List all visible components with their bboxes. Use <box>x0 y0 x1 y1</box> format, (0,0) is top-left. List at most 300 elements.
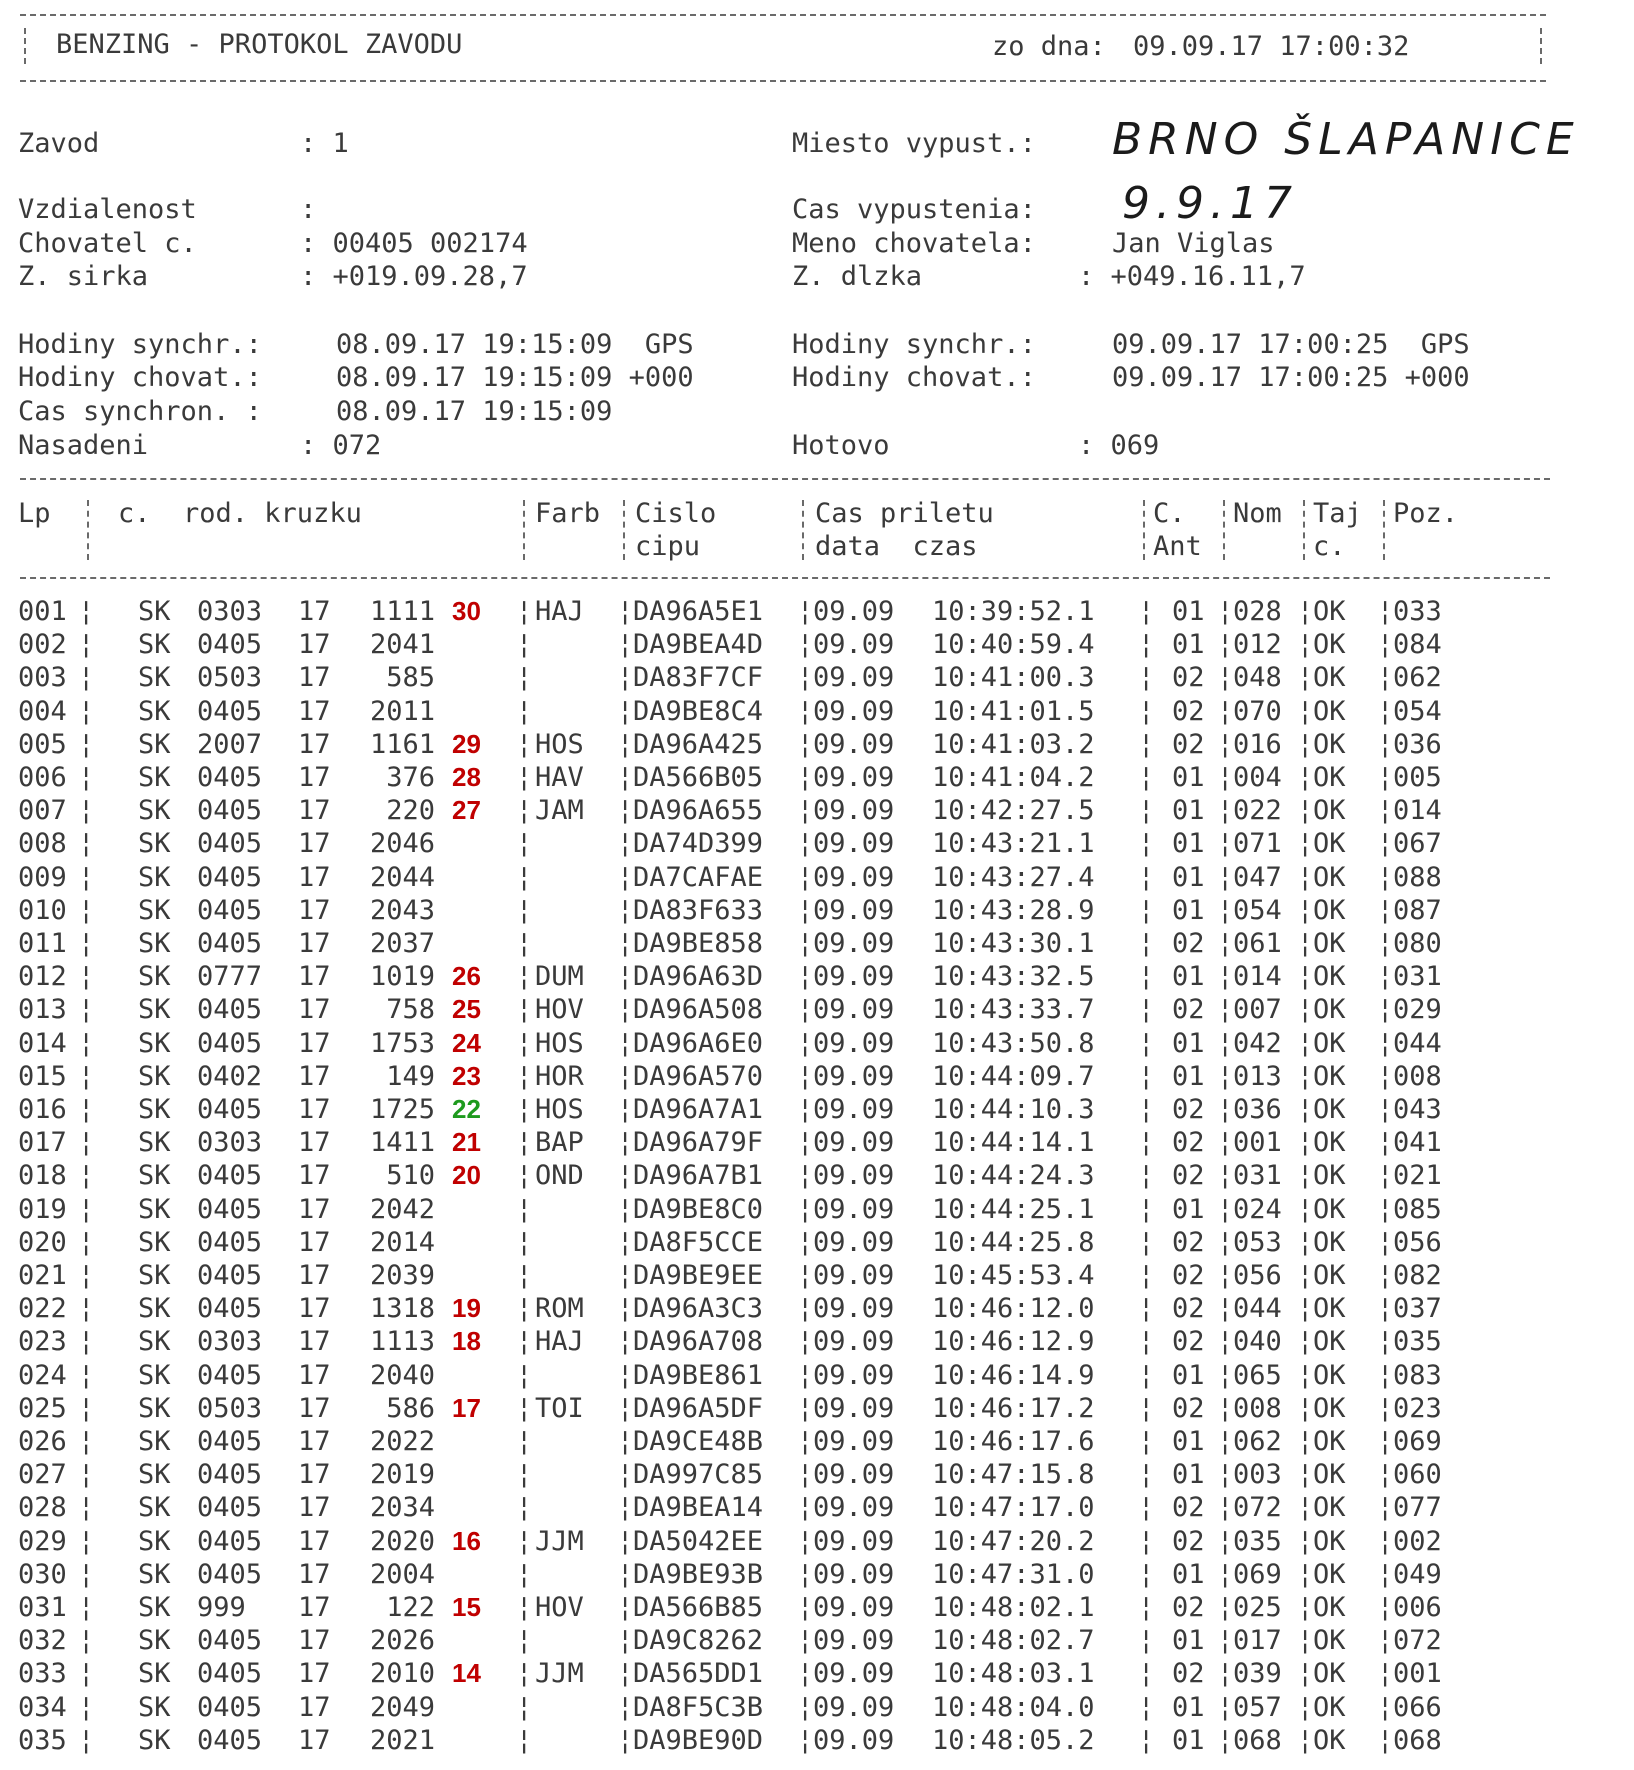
cell-ant: 02 <box>1172 1326 1205 1358</box>
cell-ring-number: 2040 <box>369 1359 435 1391</box>
cell-date: 09.09 <box>813 828 895 860</box>
cell-club: 0405 <box>197 928 263 959</box>
cell-sep: ¦ <box>78 1625 95 1657</box>
cell-time: 10:44:10.3 <box>932 1094 1095 1125</box>
cell-year: 17 <box>298 828 331 860</box>
cell-year: 17 <box>298 1160 331 1192</box>
cell-ring-number: 2026 <box>369 1625 435 1657</box>
cell-sep: ¦ <box>617 1027 634 1059</box>
cell-sep: ¦ <box>1297 1027 1314 1059</box>
cell-time: 10:44:25.1 <box>932 1193 1095 1225</box>
cell-farb: ROM <box>535 1293 584 1325</box>
cell-sep: ¦ <box>516 1592 533 1623</box>
table-row <box>0 861 1634 894</box>
cas-vypustenia-handwritten: 9.9.17 <box>1122 178 1298 229</box>
cell-year: 17 <box>298 1492 331 1524</box>
cell-time: 10:43:27.4 <box>932 861 1095 893</box>
col-sep-ant <box>1223 500 1225 560</box>
cell-sep: ¦ <box>1138 1260 1155 1291</box>
cell-time: 10:47:20.2 <box>932 1525 1095 1557</box>
table-row <box>0 1591 1634 1624</box>
cell-country: SK <box>138 1260 171 1291</box>
cell-lp: 014 <box>18 1027 67 1059</box>
cell-sep: ¦ <box>1377 728 1394 760</box>
cell-sep: ¦ <box>1377 1558 1394 1590</box>
chov2-label: Hodiny chovat.: <box>792 362 1036 393</box>
cell-sep: ¦ <box>78 1592 95 1623</box>
cell-sep: ¦ <box>797 1558 814 1590</box>
cell-sep: ¦ <box>1138 994 1155 1026</box>
cell-taj: OK <box>1313 1326 1346 1358</box>
cell-year: 17 <box>298 1060 331 1092</box>
cell-sep: ¦ <box>1138 762 1155 793</box>
cell-taj: OK <box>1313 1060 1346 1092</box>
cell-time: 10:47:31.0 <box>932 1558 1095 1590</box>
cell-year: 17 <box>298 894 331 926</box>
cell-taj: OK <box>1313 1459 1346 1491</box>
cell-ant: 01 <box>1172 1558 1205 1590</box>
cell-sep: ¦ <box>1138 1293 1155 1325</box>
cell-nom: 042 <box>1233 1027 1282 1059</box>
cell-date: 09.09 <box>813 1592 895 1623</box>
cell-sep: ¦ <box>1217 1658 1234 1690</box>
table-row <box>0 794 1634 827</box>
cell-sep: ¦ <box>1377 1027 1394 1059</box>
cell-sep: ¦ <box>1217 1426 1234 1457</box>
cell-year: 17 <box>298 1525 331 1557</box>
cell-poz: 067 <box>1393 828 1442 860</box>
cell-ant: 01 <box>1172 1060 1205 1092</box>
cell-sep: ¦ <box>797 1326 814 1358</box>
cell-sep: ¦ <box>78 1060 95 1092</box>
cell-sep: ¦ <box>1217 994 1234 1026</box>
cell-lp: 019 <box>18 1193 67 1225</box>
cell-sep: ¦ <box>1138 1160 1155 1192</box>
cell-sep: ¦ <box>797 596 814 627</box>
cell-sep: ¦ <box>78 1160 95 1192</box>
cell-sep: ¦ <box>516 629 533 661</box>
cell-sep: ¦ <box>1377 1592 1394 1623</box>
cell-mark: 23 <box>452 1060 481 1091</box>
cell-sep: ¦ <box>617 1691 634 1723</box>
cell-year: 17 <box>298 1326 331 1358</box>
cell-date: 09.09 <box>813 1127 895 1159</box>
cell-country: SK <box>138 1525 171 1557</box>
cell-date: 09.09 <box>813 1094 895 1125</box>
cell-nom: 001 <box>1233 1127 1282 1159</box>
cell-sep: ¦ <box>516 1724 533 1756</box>
col-header-cipu: cipu <box>635 531 701 562</box>
cell-club: 0303 <box>197 1326 263 1358</box>
cell-taj: OK <box>1313 1691 1346 1723</box>
cell-sep: ¦ <box>1377 994 1394 1026</box>
cell-country: SK <box>138 1691 171 1723</box>
cell-country: SK <box>138 795 171 827</box>
cell-taj: OK <box>1313 1027 1346 1059</box>
cell-ant: 02 <box>1172 1658 1205 1690</box>
cell-sep: ¦ <box>516 1392 533 1424</box>
cell-lp: 021 <box>18 1260 67 1291</box>
cell-chip: DA96A570 <box>633 1060 764 1092</box>
cell-date: 09.09 <box>813 994 895 1026</box>
cell-year: 17 <box>298 1392 331 1424</box>
cell-time: 10:44:14.1 <box>932 1127 1095 1159</box>
cell-poz: 068 <box>1393 1724 1442 1756</box>
cell-year: 17 <box>298 596 331 627</box>
cell-sep: ¦ <box>1138 1127 1155 1159</box>
cell-poz: 008 <box>1393 1060 1442 1092</box>
cell-date: 09.09 <box>813 1525 895 1557</box>
cell-chip: DA96A6E0 <box>633 1027 764 1059</box>
cell-sep: ¦ <box>1377 1658 1394 1690</box>
cell-club: 0303 <box>197 596 263 627</box>
cell-ring-number: 2034 <box>369 1492 435 1524</box>
chovatel-label: Chovatel c. <box>18 228 197 259</box>
cell-sep: ¦ <box>617 1326 634 1358</box>
cell-sep: ¦ <box>797 828 814 860</box>
table-header-bottom-rule <box>20 577 1550 579</box>
cell-nom: 008 <box>1233 1392 1282 1424</box>
cell-poz: 060 <box>1393 1459 1442 1491</box>
cell-sep: ¦ <box>1138 695 1155 727</box>
cell-sep: ¦ <box>1138 1724 1155 1756</box>
cell-nom: 062 <box>1233 1426 1282 1457</box>
cell-sep: ¦ <box>1297 1293 1314 1325</box>
cell-country: SK <box>138 828 171 860</box>
cell-sep: ¦ <box>1138 795 1155 827</box>
cell-sep: ¦ <box>1138 1094 1155 1125</box>
cell-sep: ¦ <box>516 1226 533 1258</box>
cell-lp: 010 <box>18 894 67 926</box>
cell-nom: 031 <box>1233 1160 1282 1192</box>
table-row <box>0 661 1634 694</box>
cell-poz: 041 <box>1393 1127 1442 1159</box>
cell-club: 0405 <box>197 828 263 860</box>
cell-sep: ¦ <box>797 1691 814 1723</box>
cell-sep: ¦ <box>617 795 634 827</box>
cell-sep: ¦ <box>1377 1625 1394 1657</box>
cell-time: 10:48:04.0 <box>932 1691 1095 1723</box>
cell-country: SK <box>138 994 171 1026</box>
cell-nom: 040 <box>1233 1326 1282 1358</box>
cell-taj: OK <box>1313 1359 1346 1391</box>
cell-sep: ¦ <box>1217 1060 1234 1092</box>
cell-poz: 080 <box>1393 928 1442 959</box>
cell-sep: ¦ <box>1297 728 1314 760</box>
cell-sep: ¦ <box>1297 1525 1314 1557</box>
cell-poz: 083 <box>1393 1359 1442 1391</box>
cell-poz: 066 <box>1393 1691 1442 1723</box>
cell-sep: ¦ <box>1377 629 1394 661</box>
cell-club: 0405 <box>197 1658 263 1690</box>
cell-date: 09.09 <box>813 728 895 760</box>
cell-year: 17 <box>298 1127 331 1159</box>
cell-taj: OK <box>1313 994 1346 1026</box>
cell-ant: 02 <box>1172 1592 1205 1623</box>
cell-sep: ¦ <box>1297 1426 1314 1457</box>
cell-sep: ¦ <box>1138 1492 1155 1524</box>
cell-club: 0402 <box>197 1060 263 1092</box>
cell-farb: JJM <box>535 1525 584 1557</box>
cell-sep: ¦ <box>516 1658 533 1690</box>
cell-sep: ¦ <box>1138 662 1155 694</box>
cell-date: 09.09 <box>813 928 895 959</box>
cell-farb: HAV <box>535 762 584 793</box>
cell-sep: ¦ <box>1217 728 1234 760</box>
cell-sep: ¦ <box>1138 728 1155 760</box>
cell-sep: ¦ <box>1297 662 1314 694</box>
cell-sep: ¦ <box>1217 1359 1234 1391</box>
cell-nom: 013 <box>1233 1060 1282 1092</box>
cell-nom: 016 <box>1233 728 1282 760</box>
col-sep-cas <box>1143 500 1145 560</box>
cell-sep: ¦ <box>1297 961 1314 993</box>
cell-country: SK <box>138 1392 171 1424</box>
cell-mark: 17 <box>452 1392 481 1423</box>
cell-ant: 01 <box>1172 1359 1205 1391</box>
table-row <box>0 1458 1634 1491</box>
dlzka-label: Z. dlzka <box>792 261 923 292</box>
cell-nom: 022 <box>1233 795 1282 827</box>
cell-taj: OK <box>1313 961 1346 993</box>
cell-ring-number: 758 <box>386 994 435 1026</box>
table-row <box>0 1491 1634 1524</box>
cell-sep: ¦ <box>1377 1492 1394 1524</box>
cell-date: 09.09 <box>813 1060 895 1092</box>
cell-sep: ¦ <box>78 1226 95 1258</box>
cell-sep: ¦ <box>1377 1293 1394 1325</box>
cell-ant: 01 <box>1172 1426 1205 1457</box>
cell-farb: HAJ <box>535 1326 584 1358</box>
cell-club: 0405 <box>197 994 263 1026</box>
cell-sep: ¦ <box>78 1094 95 1125</box>
cell-year: 17 <box>298 961 331 993</box>
col-header-c: C. <box>1153 498 1186 529</box>
cell-club: 0503 <box>197 662 263 694</box>
cell-taj: OK <box>1313 1293 1346 1325</box>
document-title: BENZING - PROTOKOL ZAVODU <box>56 29 463 60</box>
cell-time: 10:46:17.6 <box>932 1426 1095 1457</box>
cell-nom: 047 <box>1233 861 1282 893</box>
cell-nom: 070 <box>1233 695 1282 727</box>
cell-date: 09.09 <box>813 1193 895 1225</box>
col-header-cislo: Cislo <box>635 498 717 529</box>
table-header-top-rule <box>20 478 1550 480</box>
cell-poz: 077 <box>1393 1492 1442 1524</box>
cell-sep: ¦ <box>1138 928 1155 959</box>
cell-year: 17 <box>298 1293 331 1325</box>
cell-poz: 029 <box>1393 994 1442 1026</box>
cell-sep: ¦ <box>1138 1625 1155 1657</box>
cell-nom: 044 <box>1233 1293 1282 1325</box>
cell-time: 10:48:05.2 <box>932 1724 1095 1756</box>
cell-lp: 006 <box>18 762 67 793</box>
cell-chip: DA9BE8C0 <box>633 1193 764 1225</box>
cell-date: 09.09 <box>813 596 895 627</box>
cell-sep: ¦ <box>78 762 95 793</box>
cell-club: 0405 <box>197 695 263 727</box>
cell-country: SK <box>138 695 171 727</box>
cell-sep: ¦ <box>1217 828 1234 860</box>
cell-farb: HOS <box>535 728 584 760</box>
cell-poz: 054 <box>1393 695 1442 727</box>
cell-club: 0405 <box>197 894 263 926</box>
cell-sep: ¦ <box>1217 695 1234 727</box>
cell-sep: ¦ <box>617 1459 634 1491</box>
cell-ant: 02 <box>1172 695 1205 727</box>
cell-lp: 028 <box>18 1492 67 1524</box>
cell-lp: 023 <box>18 1326 67 1358</box>
cell-ant: 02 <box>1172 1160 1205 1192</box>
cell-sep: ¦ <box>617 894 634 926</box>
cell-ant: 01 <box>1172 795 1205 827</box>
cell-sep: ¦ <box>797 1127 814 1159</box>
cell-sep: ¦ <box>797 1724 814 1756</box>
cell-date: 09.09 <box>813 1392 895 1424</box>
cell-time: 10:46:17.2 <box>932 1392 1095 1424</box>
cell-sep: ¦ <box>1377 828 1394 860</box>
table-row <box>0 1093 1634 1126</box>
cell-sep: ¦ <box>1297 1160 1314 1192</box>
cell-sep: ¦ <box>78 861 95 893</box>
cell-nom: 003 <box>1233 1459 1282 1491</box>
cell-sep: ¦ <box>1297 1459 1314 1491</box>
cell-sep: ¦ <box>1297 1658 1314 1690</box>
cell-chip: DA96A3C3 <box>633 1293 764 1325</box>
cell-chip: DA96A79F <box>633 1127 764 1159</box>
col-header-poz: Poz. <box>1393 498 1459 529</box>
cell-chip: DA83F633 <box>633 894 764 926</box>
cell-sep: ¦ <box>516 1127 533 1159</box>
cell-year: 17 <box>298 1359 331 1391</box>
cell-poz: 006 <box>1393 1592 1442 1623</box>
sirka-label: Z. sirka <box>18 261 149 292</box>
cell-country: SK <box>138 1359 171 1391</box>
cell-chip: DA9BE861 <box>633 1359 764 1391</box>
cell-year: 17 <box>298 1592 331 1623</box>
cell-date: 09.09 <box>813 1226 895 1258</box>
cell-sep: ¦ <box>1297 695 1314 727</box>
cell-mark: 27 <box>452 795 481 826</box>
cell-sep: ¦ <box>516 596 533 627</box>
cell-sep: ¦ <box>1297 1127 1314 1159</box>
cell-sep: ¦ <box>1138 1691 1155 1723</box>
cell-sep: ¦ <box>617 1392 634 1424</box>
col-sep-nom <box>1303 500 1305 560</box>
cell-ant: 02 <box>1172 662 1205 694</box>
col-sep-taj <box>1383 500 1385 560</box>
cell-date: 09.09 <box>813 861 895 893</box>
cell-sep: ¦ <box>617 1724 634 1756</box>
cell-sep: ¦ <box>797 695 814 727</box>
cell-farb: HOR <box>535 1060 584 1092</box>
cell-sep: ¦ <box>1138 1558 1155 1590</box>
vzdialenost-value: : <box>300 194 317 225</box>
cell-sep: ¦ <box>1377 928 1394 959</box>
cell-sep: ¦ <box>1297 1492 1314 1524</box>
cell-sep: ¦ <box>617 1592 634 1623</box>
cell-club: 0405 <box>197 1625 263 1657</box>
cell-ring-number: 2042 <box>369 1193 435 1225</box>
cell-year: 17 <box>298 994 331 1026</box>
cell-year: 17 <box>298 1027 331 1059</box>
cell-poz: 084 <box>1393 629 1442 661</box>
cell-sep: ¦ <box>1138 596 1155 627</box>
cell-sep: ¦ <box>78 1027 95 1059</box>
cell-chip: DA96A63D <box>633 961 764 993</box>
cell-mark: 24 <box>452 1027 481 1058</box>
cell-sep: ¦ <box>1217 1459 1234 1491</box>
cell-poz: 069 <box>1393 1426 1442 1457</box>
cell-country: SK <box>138 894 171 926</box>
cell-sep: ¦ <box>1377 961 1394 993</box>
cell-sep: ¦ <box>1377 1060 1394 1092</box>
cell-sep: ¦ <box>797 1060 814 1092</box>
cell-date: 09.09 <box>813 1459 895 1491</box>
cell-club: 0405 <box>197 1492 263 1524</box>
cell-sep: ¦ <box>78 928 95 959</box>
table-row <box>0 1292 1634 1325</box>
cell-sep: ¦ <box>516 928 533 959</box>
cell-ant: 02 <box>1172 1492 1205 1524</box>
cell-taj: OK <box>1313 1127 1346 1159</box>
cell-year: 17 <box>298 762 331 793</box>
cell-taj: OK <box>1313 1525 1346 1557</box>
cell-sep: ¦ <box>797 1658 814 1690</box>
col-sep-ring <box>523 500 525 560</box>
cell-ant: 02 <box>1172 1127 1205 1159</box>
cell-sep: ¦ <box>1377 695 1394 727</box>
cell-lp: 026 <box>18 1426 67 1457</box>
cell-sep: ¦ <box>1297 1060 1314 1092</box>
cell-ant: 02 <box>1172 994 1205 1026</box>
cell-farb: OND <box>535 1160 584 1192</box>
cell-club: 0503 <box>197 1392 263 1424</box>
cell-year: 17 <box>298 1658 331 1690</box>
cell-date: 09.09 <box>813 1724 895 1756</box>
cell-sep: ¦ <box>78 1525 95 1557</box>
cell-taj: OK <box>1313 762 1346 793</box>
cell-year: 17 <box>298 1426 331 1457</box>
col-sep-lp <box>87 500 89 560</box>
col-sep-cislo <box>802 500 804 560</box>
cell-sep: ¦ <box>797 662 814 694</box>
nasadeni-value: : 072 <box>300 430 382 461</box>
cell-sep: ¦ <box>516 1326 533 1358</box>
cell-taj: OK <box>1313 1492 1346 1524</box>
cell-sep: ¦ <box>617 961 634 993</box>
cell-sep: ¦ <box>617 1658 634 1690</box>
cell-lp: 020 <box>18 1226 67 1258</box>
cell-farb: HOS <box>535 1027 584 1059</box>
cell-time: 10:48:02.1 <box>932 1592 1095 1623</box>
cell-sep: ¦ <box>1217 1724 1234 1756</box>
cell-club: 0405 <box>197 1426 263 1457</box>
cell-club: 0405 <box>197 629 263 661</box>
cell-sep: ¦ <box>797 1260 814 1291</box>
cell-chip: DA96A508 <box>633 994 764 1026</box>
cell-year: 17 <box>298 1724 331 1756</box>
cell-sep: ¦ <box>516 1691 533 1723</box>
cell-lp: 018 <box>18 1160 67 1192</box>
cell-mark: 20 <box>452 1160 481 1191</box>
cell-chip: DA96A7A1 <box>633 1094 764 1125</box>
table-row <box>0 1325 1634 1358</box>
cell-sep: ¦ <box>1297 1558 1314 1590</box>
cell-lp: 032 <box>18 1625 67 1657</box>
cell-chip: DA96A7B1 <box>633 1160 764 1192</box>
cell-lp: 007 <box>18 795 67 827</box>
